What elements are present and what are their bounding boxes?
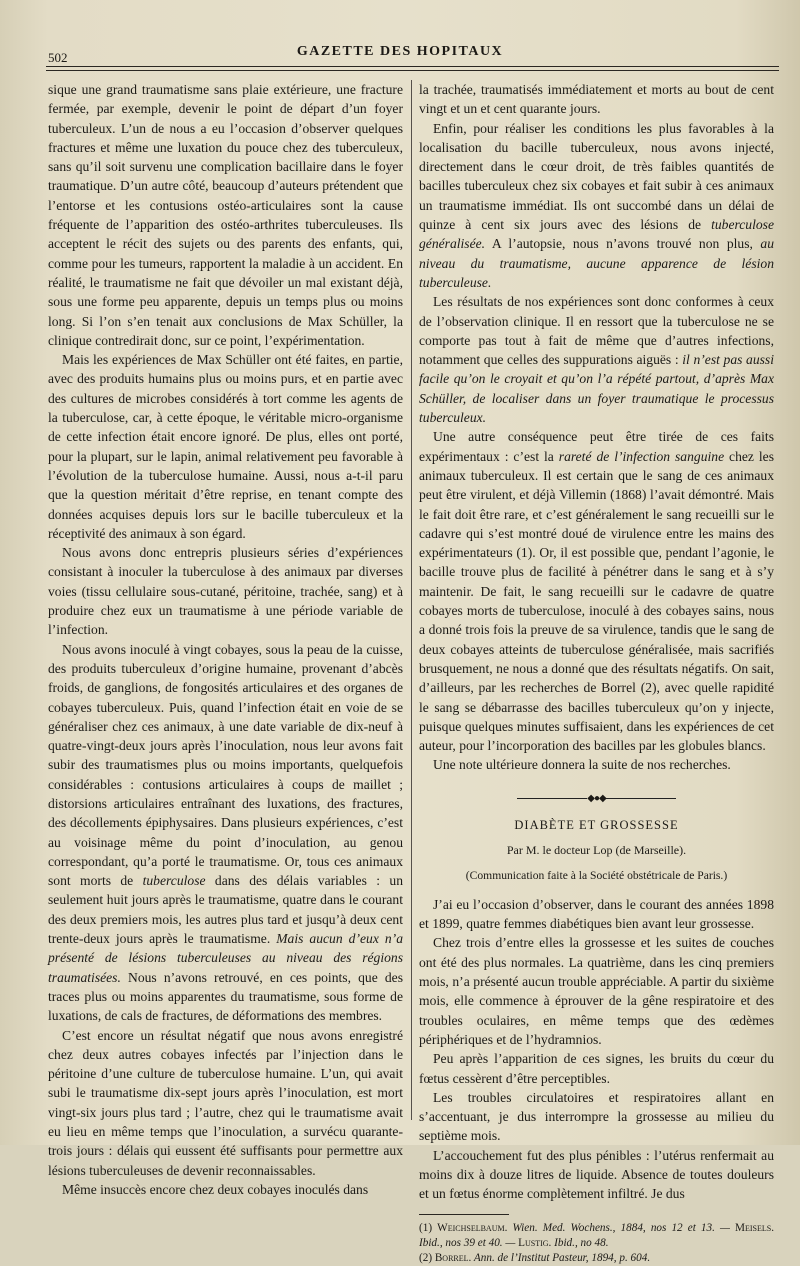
text-run: chez les animaux tuberculeux. Il est certain que le sang de ces animaux peut être virulent, et déjà Villemin (1868) l’avait démontré. Mais le fait doit être rare, et c’est généralement le sang recueilli sur le cadavre qui s’est montré doué de virulence entre les mains des expérimentateurs (1). Or, il est possible que, pendant l’agonie, le bacille trouve plus de facilité à pénétrer dans le sang et à s’y maintenir. De fait, le sang recueilli sur le cadavre de quatre cobayes morts de tuberculose, inoculé à des cobayes sains, nous a donné trois fois la preuve de sa virulence, tandis que le sang de deux cobayes atteints de tuberculose généralisée, mais sacrifiés brusquement, ne nous a donné que des résultats négatifs. On sait, d’ailleurs, par les recherches de Borrel (2), avec quelle rapidité le sang se débarrasse des bacilles tuberculeux qu’on y injecte, puisque quelques minutes suffisaient, dans les expériences de cet auteur, pour l’incorporation des bacilles par les globules blancs. — [419, 448, 774, 754]
footnote-1 — [419, 1221, 774, 1251]
text-run: Enfin, pour réaliser les conditions les plus favorables à la localisation du bacille tuberculeux, nous avons injecté, directement dans le cœur droit, de très faibles quantités de bacilles tuberculeux chez six cobayes et fait subir à ces animaux un traumatisme immédiat. Ils ont succombé dans un délai de quinze à cent six jours avec des lésions de — [419, 120, 774, 233]
paragraph: L’accouchement fut des plus pénibles : l’utérus renfermait au moins dix à douze litres de liquide. Absence de toutes douleurs et un fœtus énorme complètement infiltré. Je dus — [419, 1147, 774, 1202]
paragraph: J’ai eu l’occasion d’observer, dans le courant des années 1898 et 1899, quatre femmes diabétiques bien avant leur grossesse. — [419, 896, 774, 932]
footnote-2 — [419, 1251, 774, 1266]
left-column — [48, 80, 403, 1199]
running-head: GAZETTE DES HOPITAUX — [296, 44, 504, 59]
paragraph — [48, 640, 403, 1026]
footnote-mark: (1) — [419, 1221, 438, 1234]
paragraph: Même insuccès encore chez deux cobayes inoculés dans — [62, 1181, 369, 1197]
paragraph: la trachée, traumatisés immédiatement et morts au bout de cent vingt et un et cent quarante jours. — [419, 82, 774, 117]
text-run: Les résultats de nos expériences sont donc conformes à ceux de l’observation clinique. Il en ressort que la tuberculose ne se comporte pas tout à fait de même que d’autres infections, notamment que celles des suppurations aiguës : — [419, 294, 774, 368]
text-run: Nous avons inoculé à vingt cobayes, sous la peau de la cuisse, des produits tuberculeux d’origine humaine, provenant d’abcès froids, de ganglions, de fongosités articulaires et des organes de cobayes tuberculeux. Puis, quand l’infection était en voie de se généraliser chez ces animaux, à une date variable de dix-neuf à quatre-vingt-deux jours après l’inoculation, nous leur avons fait subir des traumatismes plus ou moins importants, quelquefois considérables : contusions articulaires à coups de maillet ; distorsions articulaires entraînant des luxations, des fractures, des décollements épiphysaires. Dans plusieurs expériences, c’est au voisinage même du point d’inoculation, au genou correspondant, qu’a porté le traumatisme. Or, tous ces animaux sont morts de — [48, 641, 403, 889]
italic-run: rareté de l’infection sanguine — [558, 448, 725, 464]
paragraph — [419, 292, 774, 427]
separator-line — [517, 798, 587, 799]
header-rule — [46, 66, 779, 67]
footnote-author: Borrel. — [434, 1251, 472, 1264]
paragraph — [419, 119, 774, 293]
paragraph: Chez trois d’entre elles la grossesse et les suites de couches ont été des plus normales. La quatrième, dans les cinq premiers mois, n’a présenté aucun trouble appréciable. A partir du sixième mois, elle commence à éprouver de la gêne respiratoire et des troubles oculaires, en même temps que des œdèmes périphériques et de l’hydramnios. — [419, 935, 774, 1047]
footnote-text: Wien. Med. Wochens., 1884, nos 12 et 13. — — [507, 1221, 736, 1234]
footnote-rule — [419, 1214, 509, 1215]
article-author: Par M. le docteur Lop (de Marseille). — [506, 843, 687, 858]
paragraph: Mais les expériences de Max Schüller ont été faites, en partie, avec des produits humains plus ou moins purs, et en partie avec des cultures de microbes considérés à tort comme les agents de la tuberculose, car, à cette époque, le véritable micro-organisme de cette infection était encore ignoré. De plus, elles ont porté, pour la plupart, sur le lapin, animal relativement peu favorable à l’évolution de la tuberculose humaine. Aussi, nous a-t-il paru que la question méritait d’être reprise, en tenant compte des données acquises depuis lors sur le bacille tuberculeux et la réceptivité des animaux à son égard. — [48, 352, 403, 541]
italic-run: Mais aucun d’eux n’a présenté de lésions tuberculeuses au niveau des régions traumatisées. — [48, 931, 403, 985]
footnote-text: Ann. de l’Institut Pasteur, 1894, p. 604. — [471, 1251, 651, 1264]
footnote-author: Weichselbaum. — [437, 1221, 508, 1234]
italic-run: tuberculose généralisée. — [419, 217, 774, 252]
text-run: Nous n’avons retrouvé, en ces points, que des traces plus ou moins apparentes du traumatisme, sous forme de luxations, de cals de fractures, de déformations des membres. — [48, 969, 403, 1024]
footnote-text: Ibid., no 48. — [551, 1236, 609, 1249]
paragraph: Une note ultérieure donnera la suite de nos recherches. — [433, 757, 731, 773]
text-run: dans des délais variables : un seulement huit jours après le traumatisme, quatre dans le courant des deux premiers mois, les autres plus tard et jusqu’à deux cent trente-deux jours après le traumatisme. — [48, 873, 403, 947]
text-run: Une autre conséquence peut être tirée de ces faits expérimentaux : c’est la — [419, 429, 774, 464]
footnote-mark: (2) — [419, 1251, 435, 1264]
footnote-text: Ibid., nos 39 et 40. — — [419, 1236, 519, 1249]
italic-run: au niveau du traumatisme, aucune apparence de lésion tuberculeuse. — [419, 236, 774, 290]
text-run: A l’autopsie, nous n’avons trouvé non plus, — [485, 236, 761, 252]
separator-line — [606, 798, 676, 799]
paragraph: sique une grand traumatisme sans plaie extérieure, une fracture fermée, par exemple, devenir le point de départ d’un foyer tuberculeux. L’un de nous a eu l’occasion d’observer quelques fractures et même une luxation du pouce chez des tuberculeux, sans qu’il soit survenu une complication bacillaire dans le foyer traumatique. D’un autre côté, beaucoup d’auteurs prétendent que l’entorse et les contusions ostéo-articulaires sont la cause fréquente de l’apparition des ostéo-arthrites tuberculeuses. Ils acceptent le récit des sujets ou des parents des enfants, qui, comme pour les tumeurs, rapportent la maladie à un accident. En réalité, le traumatisme ne fait que dévoiler un mal existant déjà, sous une forme peu apparente, depuis un temps plus ou moins long. Si l’on s’en tenait aux conclusions de Max Schüller, la clinique contredirait donc, sur ce point, l’expérimentation. — [48, 82, 403, 348]
paragraph: Nous avons donc entrepris plusieurs séries d’expériences consistant à inoculer la tuberculose à des animaux par diverses voies (tissu cellulaire sous-cutané, péritoine, trachée, sang) et à produire chez eux un traumatisme à une période variable de l’infection. — [48, 545, 403, 638]
paragraph: Peu après l’apparition de ces signes, les bruits du cœur du fœtus cessèrent d’être perceptibles. — [419, 1051, 774, 1086]
footnote-author: Lustig. — [518, 1236, 552, 1249]
page-number: 502 — [48, 50, 68, 65]
paragraph: C’est encore un résultat négatif que nous avons enregistré chez deux autres cobayes infectés par l’injection dans le péritoine d’une culture de tuberculose humaine. L’un, qui avait subi le traumatisme dix-sept jours après l’inoculation, est mort vingt-six jours plus tard ; l’autre, chez qui le traumatisme avait eu lieu en même temps que l’inoculation, a survécu quarante-trois jours : délais qui eussent été suffisants pour permettre aux lésions tuberculeuses de devenir reconnaissables. — [48, 1027, 403, 1178]
article-title: DIABÈTE ET GROSSESSE — [514, 817, 679, 832]
section-separator: ◆●◆ — [419, 789, 774, 808]
paragraph: Les troubles circulatoires et respiratoires allant en s’accentuant, je dus interrompre la grossesse au milieu du septième mois. — [419, 1089, 774, 1144]
right-column — [419, 80, 774, 1266]
paragraph — [419, 427, 774, 755]
italic-run: tuberculose — [142, 873, 206, 889]
footnote-author: Meisels. — [735, 1221, 774, 1234]
article-note: (Communication faite à la Société obstétricale de Paris.) — [465, 868, 728, 882]
header-rule-thin — [46, 70, 779, 71]
column-divider — [411, 80, 412, 1120]
italic-run: il n’est pas aussi facile qu’on le croyait et qu’on l’a répété partout, d’après Max Schüller, de localiser dans un foyer traumatique le processus tuberculeux. — [419, 352, 774, 426]
